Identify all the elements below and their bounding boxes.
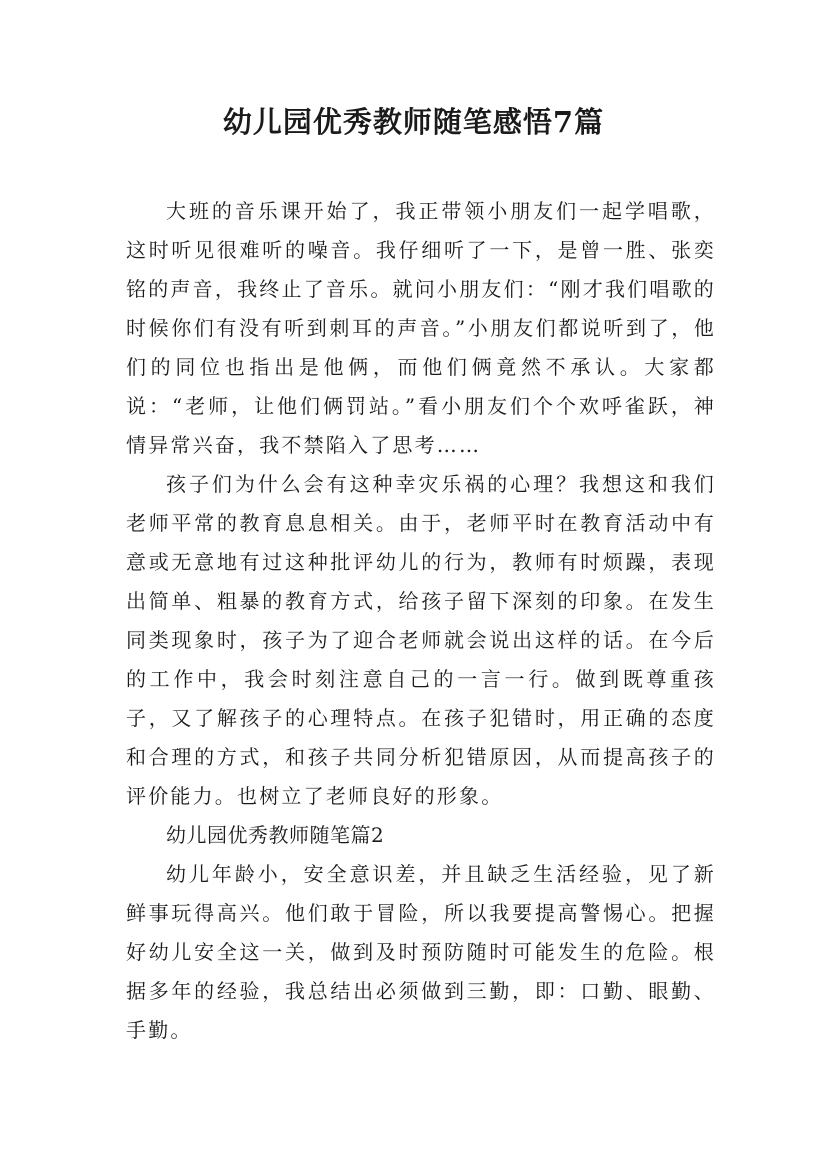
document-body — [126, 192, 716, 1050]
paragraph-2: 孩子们为什么会有这种幸灾乐祸的心理？我想这和我们老师平常的教育息息相关。由于，老师平时在教育活动中有意或无意地有过这种批评幼儿的行为，教师有时烦躁，表现出简单、粗暴的教育方式，给孩子留下深刻的印象。在发生同类现象时，孩子为了迎合老师就会说出这样的话。在今后的工作中，我会时刻注意自己的一言一行。做到既尊重孩子，又了解孩子的心理特点。在孩子犯错时，用正确的态度和合理的方式，和孩子共同分析犯错原因，从而提高孩子的评价能力。也树立了老师良好的形象。 — [126, 472, 716, 808]
document-title: 幼儿园优秀教师随笔感悟7篇 — [222, 105, 605, 139]
paragraph-1: 大班的音乐课开始了，我正带领小朋友们一起学唱歌，这时听见很难听的噪音。我仔细听了一下，是曾一胜、张奕铭的声音，我终止了音乐。就问小朋友们：“刚才我们唱歌的时候你们有没有听到刺耳的声音。”小朋友们都说听到了，他们的同位也指出是他俩，而他们俩竟然不承认。大家都说：“老师，让他们俩罚站。”看小朋友们个个欢呼雀跃，神情异常兴奋，我不禁陷入了思考…… — [126, 199, 716, 457]
section-paragraph-1: 幼儿年龄小，安全意识差，并且缺乏生活经验，见了新鲜事玩得高兴。他们敢于冒险，所以我要提高警惕心。把握好幼儿安全这一关，做到及时预防随时可能发生的危险。根据多年的经验，我总结出必须做到三勤，即：口勤、眼勤、手勤。 — [126, 862, 716, 1042]
section-heading: 幼儿园优秀教师随笔篇2 — [166, 823, 385, 847]
